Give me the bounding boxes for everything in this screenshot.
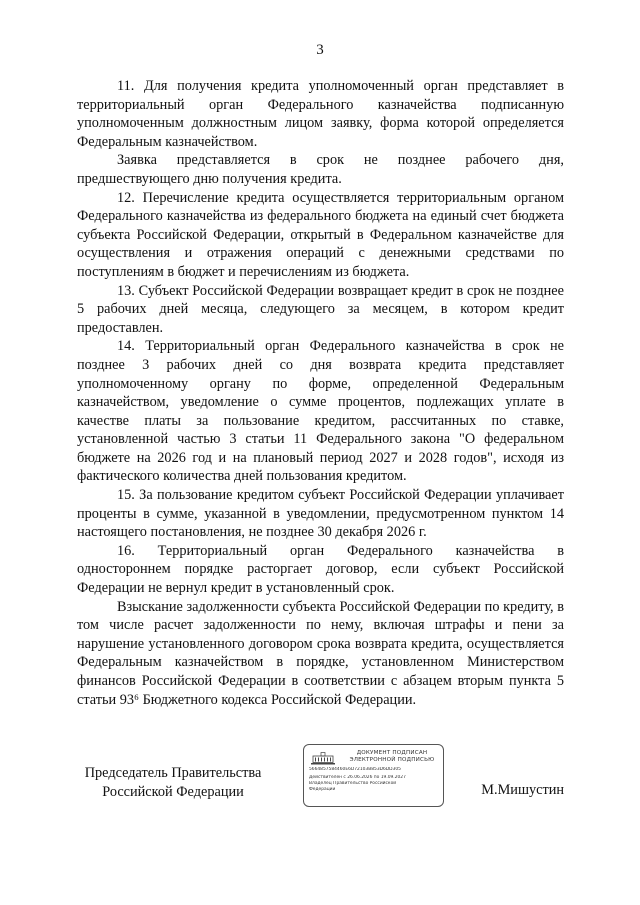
paragraph-16-recovery: Взыскание задолженности субъекта Российской Федерации по кредиту, в том числе расчет задолженности по нему, включая штрафы и пени за нарушение установленного договором срока возврата кредита, осуществляется Федеральным казначейством в порядке, установленном Министерством финансов Российской Федерации в соответствии с абзацем вторым пункта 5 статьи 93⁶ Бюджетного кодекса Российской Федерации. xyxy=(77,598,564,708)
stamp-header xyxy=(344,750,440,764)
paragraph-16: 16. Территориальный орган Федерального казначейства в одностороннем порядке расторгает договор, если субъект Российской Федерации не вернул кредит в установленный срок. xyxy=(77,542,564,597)
paragraph-13: 13. Субъект Российской Федерации возвращает кредит в срок не позднее 5 рабочих дней месяца, следующего за месяцем, в котором кредит предоставлен. xyxy=(77,282,564,336)
stamp-validity: Действителен с 26.06.2026 по 19.09.2027 xyxy=(309,775,406,780)
paragraph-11-submission: Заявка представляется в срок не позднее рабочего дня, предшествующего дню получения кредита. xyxy=(77,152,564,187)
stamp-owner-line2: Федерации xyxy=(309,787,336,792)
signer-title-line2: Российской Федерации xyxy=(102,783,244,800)
stamp-header-line1: ДОКУМЕНТ ПОДПИСАН xyxy=(356,750,428,756)
signer-title-line1: Председатель Правительства xyxy=(84,765,262,781)
electronic-signature-stamp xyxy=(303,744,444,807)
signature-block xyxy=(0,736,640,816)
signer-name: М.Мишустин xyxy=(481,782,564,798)
signer-title xyxy=(77,764,269,801)
document-body xyxy=(77,77,564,709)
paragraph-11: 11. Для получения кредита уполномоченный орган представляет в территориальный орган Федерального казначейства подписанную уполномоченным должностным лицом заявку, форма которой определяется Федеральным казначейством. xyxy=(77,78,564,150)
paragraph-14: 14. Территориальный орган Федерального казначейства в срок не позднее 3 рабочих дней со дня возврата кредита представляет уполномоченному органу по форме, определенной Федеральным казначейством, уведомление о сумме процентов, подлежащих уплате в качестве платы за пользование кредитом, рассчитанных по ставке, установленной частью 3 статьи 11 Федерального закона "О федеральном бюджете на 2026 год и на плановый период 2027 и 2028 годов", исходя из фактического количества дней пользования кредитом. xyxy=(77,338,564,485)
stamp-header-line2: ЭЛЕКТРОННОЙ ПОДПИСЬЮ xyxy=(349,757,435,763)
stamp-certificate: 5664857584460E6D72103B853D6DD305 xyxy=(309,767,401,772)
paragraph-12: 12. Перечисление кредита осуществляется территориальным органом Федерального казначейства из федерального бюджета на единый счет бюджета субъекта Российской Федерации, открытый в Федеральном казначействе для осуществления и отражения операций с денежными средствами по поступлениям в бюджет и перечислениям из бюджета. xyxy=(77,189,564,280)
paragraph-15: 15. За пользование кредитом субъект Российской Федерации уплачивает проценты в сумме, указанной в уведомлении, предусмотренном пунктом 14 настоящего постановления, не позднее 30 декабря 2026 г. xyxy=(77,487,564,541)
stamp-owner-line1: Владелец Правительство Российской xyxy=(309,781,397,786)
building-emblem-icon xyxy=(310,751,336,765)
page-number: 3 xyxy=(316,42,324,58)
